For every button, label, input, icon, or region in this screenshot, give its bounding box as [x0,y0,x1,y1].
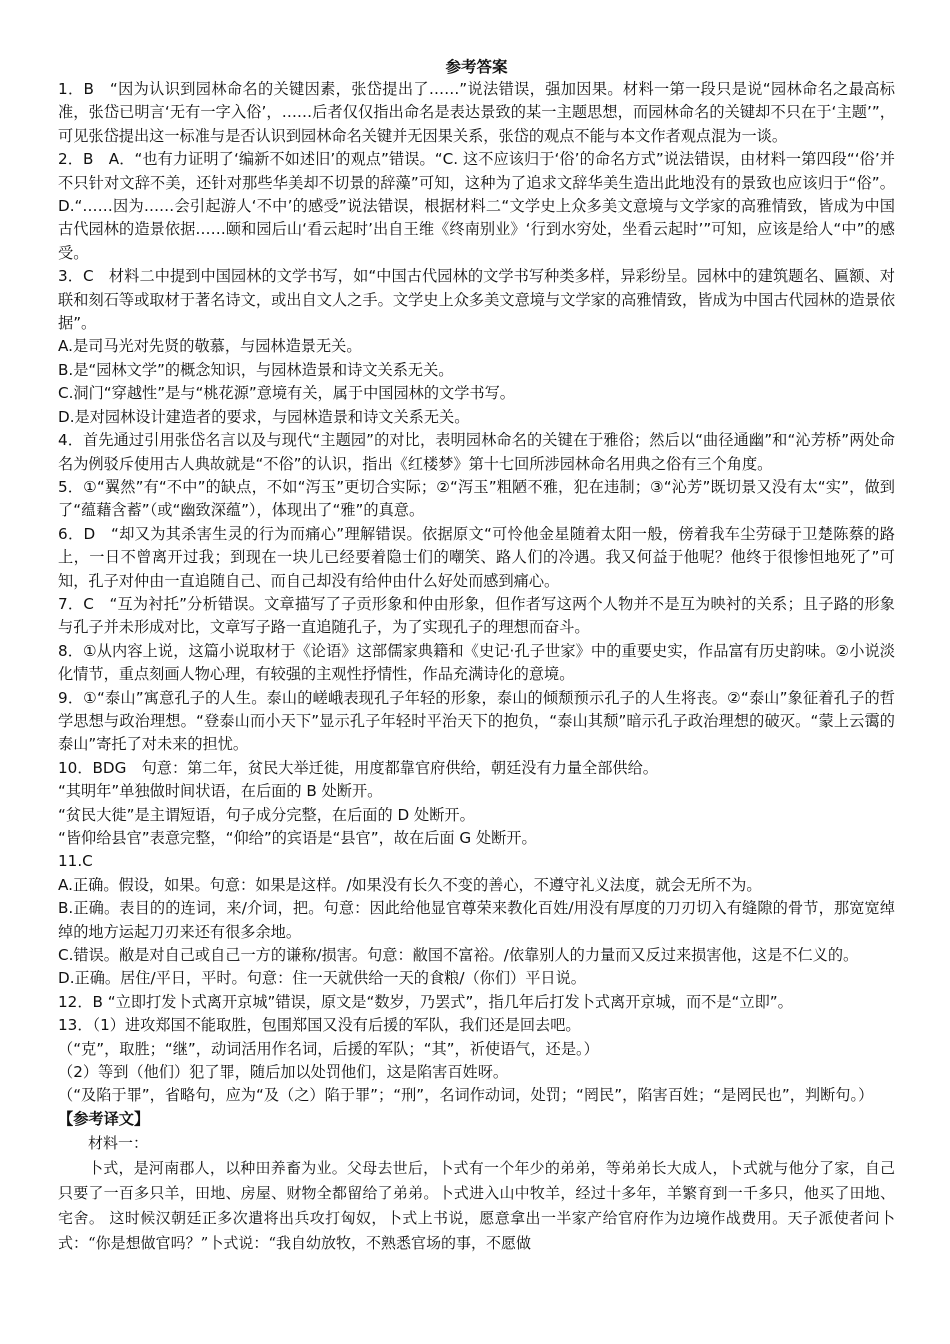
answer-2: 2．B A．“也有力证明了‘编新不如述旧’的观点”错误。“C. 这不应该归于‘俗’的命名方式”说法错误，由材料一第四段“‘俗’并不只针对文辞不美，还针对那些华美却不切景的辞藻”可知，这种为了追求文辞华美生造出此地没有的景致也应该归于“俗”。 D.“……因为……会引起游人‘不中’的感受”说法错误，根据材料二“文学史上众多美文意境与文学家的高雅情致，皆成为中国古代园林的造景依据……颐和园后山‘看云起时’出自王维《终南别业》‘行到水穷处，坐看云起时’”可知，应该是给人“中”的感受。 [58,150,895,262]
answer-13-2-note: （“及陷于罪”，省略句，应为“及（之）陷于罪”；“刑”，名词作动词，处罚；“罔民”，陷害百姓；“是罔民也”，判断句。） [58,1086,874,1105]
answer-7: 7．C “互为衬托”分析错误。文章描写了子贡形象和仲由形象，但作者写这两个人物并不是互为映衬的关系；且子路的形象与孔子并未形成对比，文章写子路一直追随孔子，为了实现孔子的理想而奋斗。 [58,594,895,637]
answer-11-option-d: D.正确。居住/平日，平时。句意：住一天就供给一天的食粮/（你们）平日说。 [58,969,586,988]
answer-5: 5．①“翼然”有“不中”的缺点，不如“泻玉”更切合实际；②“泻玉”粗陋不雅，犯在违制；③“沁芳”既切景又没有太“实”，做到了“蕴藉含蓄”（或“幽致深蕴”），体现出了“雅”的真意。 [58,477,895,520]
translation-heading: 【参考译文】 [58,1109,150,1128]
answer-3: 3．C 材料二中提到中国园林的文学书写，如“中国古代园林的文学书写种类多样，异彩纷呈。园林中的建筑题名、匾额、对联和刻石等或取材于著名诗文，或出自文人之手。文学史上众多美文意境与文学家的高雅情致，皆成为中国古代园林的造景依据”。 [58,267,895,333]
answer-9: 9．①“泰山”寓意孔子的人生。泰山的嵯峨表现孔子年轻的形象，泰山的倾颓预示孔子的人生将丧。②“泰山”象征着孔子的哲学思想与政治理想。“登泰山而小天下”显示孔子年轻时平治天下的抱负，“泰山其颓”暗示孔子政治理想的破灭。“蒙上云霭的泰山”寄托了对未来的担忧。 [58,688,895,754]
answer-13-1-note: （“克”，取胜；“继”，动词活用作名词，后援的军队；“其”，祈使语气，还是。） [58,1039,599,1058]
answer-3-option-c: C.洞门“穿越性”是与“桃花源”意境有关，属于中国园林的文学书写。 [58,384,515,403]
answer-11-option-b: B.正确。表目的的连词，来/介词，把。句意：因此给他显官尊荣来教化百姓/用没有厚度的刀刃切入有缝隙的骨节，那宽宽绰绰的地方运起刀刃来还有很多余地。 [58,899,895,941]
answer-8: 8．①从内容上说，这篇小说取材于《论语》这部儒家典籍和《史记·孔子世家》中的重要史实，作品富有历史韵味。②小说淡化情节，重点刻画人物心理，有较强的主观性抒情性，作品充满诗化的意境。 [58,641,895,684]
answer-10-note-b: “其明年”单独做时间状语，在后面的 B 处断开。 [58,782,383,801]
translation-section [58,1131,895,1256]
answer-4: 4．首先通过引用张岱名言以及与现代“主题园”的对比，表明园林命名的关键在于雅俗；然后以“曲径通幽”和“沁芳桥”两处命名为例驳斥使用古人典故就是“不俗”的认识，指出《红楼梦》第十七回所涉园林命名用典之俗有三个角度。 [58,431,895,473]
answer-10: 10．BDG 句意：第二年，贫民大举迁徙，用度都靠官府供给，朝廷没有力量全部供给。 [58,758,658,777]
translation-subheading: 材料一： [88,1134,149,1153]
answer-11-option-c: C.错误。敝是对自己或自己一方的谦称/损害。句意：敝国不富裕。/依靠别人的力量而又反过来损害他，这是不仁义的。 [58,946,859,965]
page-title: 参考答案 [445,58,508,76]
answer-12: 12．B “立即打发卜式离开京城”错误，原文是“数岁，乃罢式”，指几年后打发卜式离开京城，而不是“立即”。 [58,992,793,1011]
answer-1: 1．B “因为认识到园林命名的关键因素，张岱提出了……”说法错误，强加因果。材料一第一段只是说“园林命名之最高标准，张岱已明言‘无有一字入俗’，……后者仅仅指出命名是表达景致的某一主题思想，而园林命名的关键却不只在于‘主题’”，可见张岱提出这一标准与是否认识到园林命名关键并无因果关系，张岱的观点不能与本文作者观点混为一谈。 [58,80,895,145]
answer-13-1: 13．（1）进攻郑国不能取胜，包围郑国又没有后援的军队，我们还是回去吧。 [58,1016,581,1035]
answer-3-option-b: B.是“园林文学”的概念知识，与园林造景和诗文关系无关。 [58,360,454,379]
answer-3-option-d: D.是对园林设计建造者的要求，与园林造景和诗文关系无关。 [58,407,470,426]
answer-3-option-a: A.是司马光对先贤的敬慕，与园林造景无关。 [58,337,362,356]
answer-10-note-g: “皆仰给县官”表意完整，“仰给”的宾语是“县官”，故在后面 G 处断开。 [58,829,537,847]
translation-paragraph: 卜式，是河南郡人，以种田养畜为业。父母去世后，卜式有一个年少的弟弟，等弟弟长大成人，卜式就与他分了家，自己只要了一百多只羊，田地、房屋、财物全都留给了弟弟。卜式进入山中牧羊，经过十多年，羊繁育到一千多只，他买了田地、宅舍。 这时候汉朝廷正多次遣将出兵攻打匈奴，卜式上书说，愿意拿出一半家产给官府作为边境作战费用。天子派使者问卜式：“你是想做官吗？”卜式说：“我自幼放牧，不熟悉官场的事，不愿做 [58,1159,895,1253]
answer-6: 6．D “却又为其杀害生灵的行为而痛心”理解错误。依据原文“可怜他金星随着太阳一般，傍着我车尘劳碌于卫楚陈蔡的路上，一日不曾离开过我；到现在一块儿已经要着隐士们的嘲笑、路人们的冷遇。我又何益于他呢？他终于很惨怛地死了”可知，孔子对仲由一直追随自己、而自己却没有给仲由什么好处而感到痛心。 [58,524,895,590]
answer-11: 11.C [58,852,93,871]
answer-list [58,78,895,1108]
answer-13-2: （2）等到（他们）犯了罪，随后加以处罚他们，这是陷害百姓呀。 [58,1063,509,1082]
answer-10-note-d: “贫民大徙”是主谓短语，句子成分完整，在后面的 D 处断开。 [58,805,475,824]
answer-11-option-a: A.正确。假设，如果。句意：如果是这样。/如果没有长久不变的善心，不遵守礼义法度，就会无所不为。 [58,875,762,894]
